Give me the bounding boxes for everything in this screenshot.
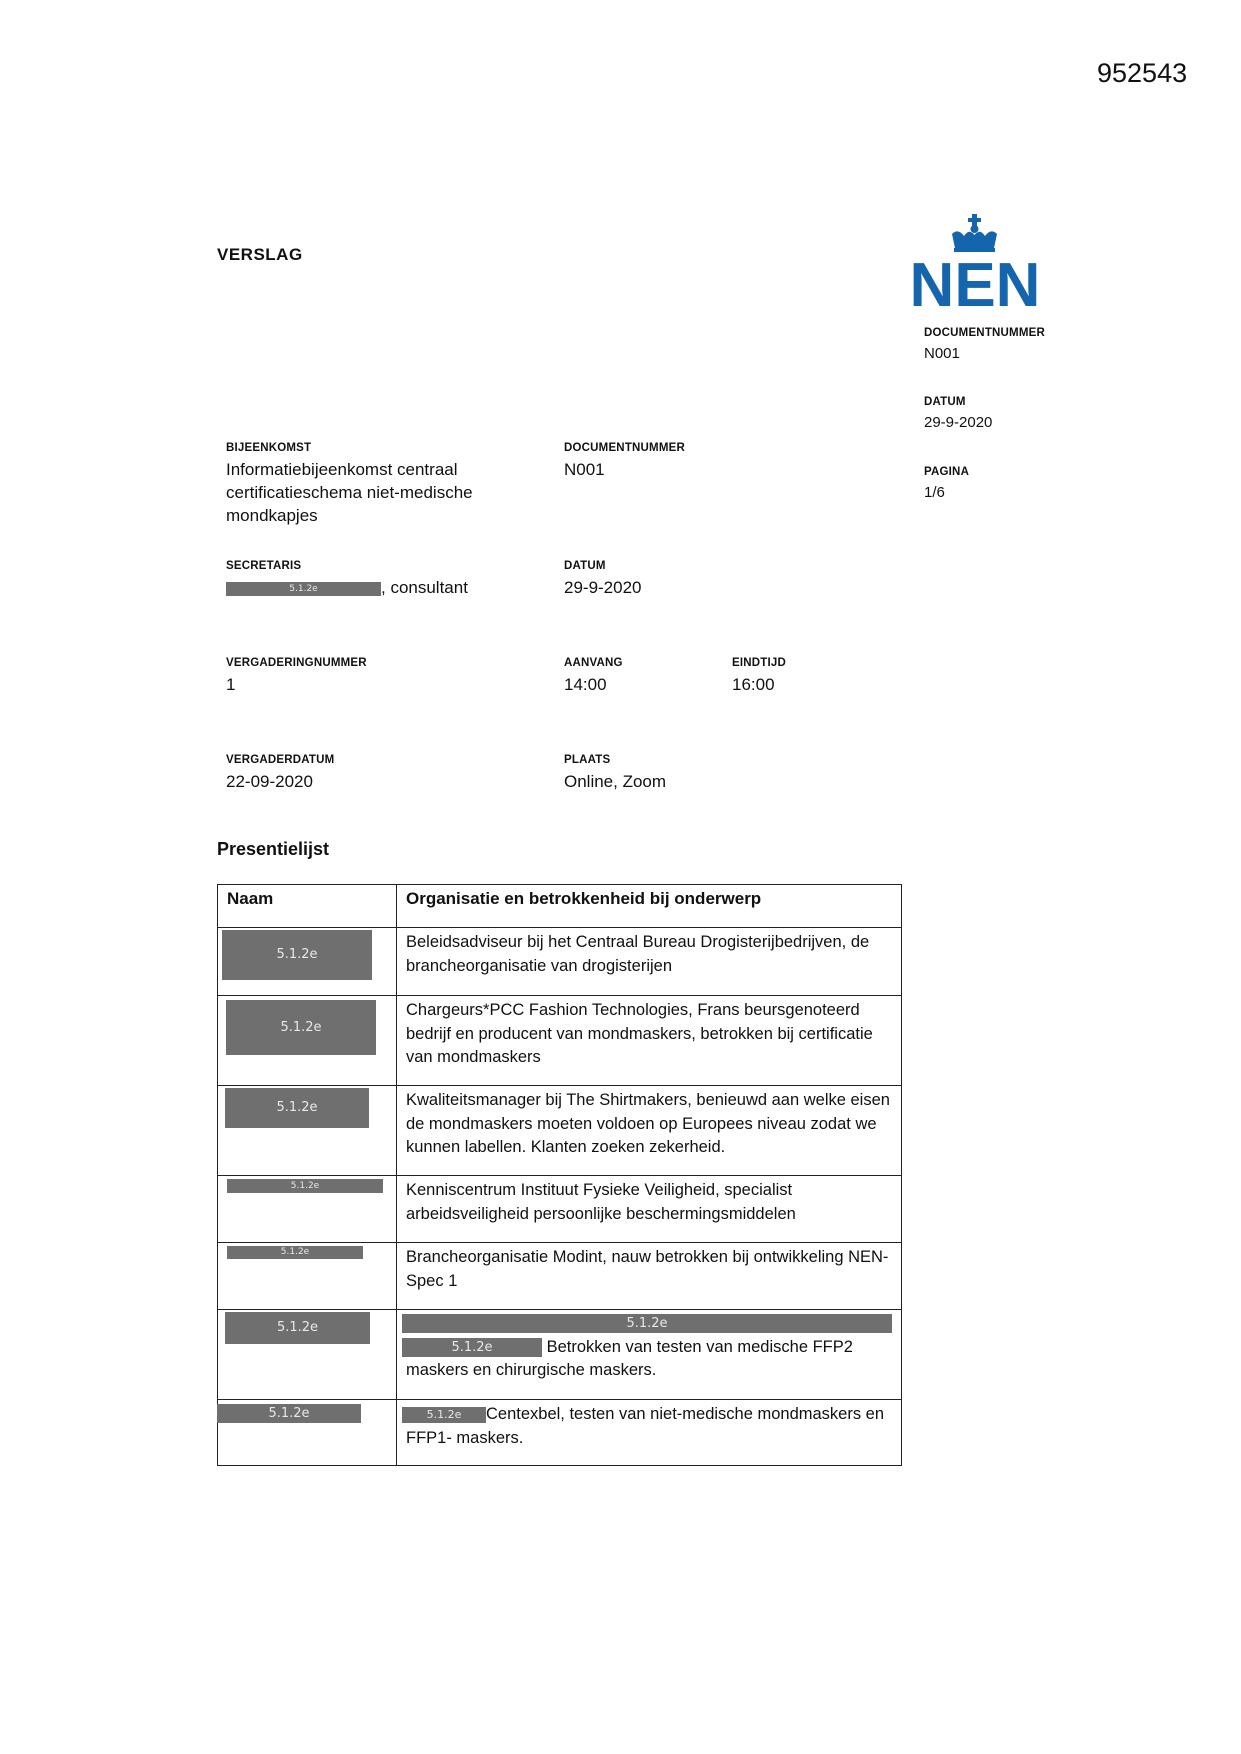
side-docnum: [924, 327, 1045, 362]
datum-value: 29-9-2020: [564, 578, 642, 597]
meta-plaats: [564, 754, 666, 793]
side-docnum-label: DOCUMENTNUMMER: [924, 327, 1045, 339]
table-row: [218, 1086, 902, 1176]
attendance-table: [217, 884, 902, 1466]
meta-aanvang: [564, 657, 623, 696]
naam-cell: [218, 1310, 397, 1400]
crown-icon: [900, 214, 1050, 310]
redaction-box: 5.1.2e: [402, 1314, 892, 1333]
meta-bijeenkomst: [226, 442, 526, 527]
col-naam: Naam: [218, 885, 397, 928]
org-cell: Chargeurs*PCC Fashion Technologies, Frans beursgenoteerd bedrijf en producent van mondmaskers, betrokken bij certificatie van mondmaskers: [397, 996, 902, 1086]
documentnummer-label: DOCUMENTNUMMER: [564, 442, 685, 454]
naam-cell: [218, 1086, 397, 1176]
org-cell: Kenniscentrum Instituut Fysieke Veiligheid, specialist arbeidsveiligheid persoonlijke beschermingsmiddelen: [397, 1176, 902, 1243]
redaction-box: 5.1.2e: [227, 1179, 383, 1193]
aanvang-label: AANVANG: [564, 657, 623, 669]
eindtijd-value: 16:00: [732, 675, 775, 694]
meta-documentnummer: [564, 442, 685, 481]
org-cell: Beleidsadviseur bij het Centraal Bureau Drogisterijbedrijven, de brancheorganisatie van drogisterijen: [397, 928, 902, 996]
col-org: Organisatie en betrokkenheid bij onderwerp: [397, 885, 902, 928]
naam-cell: [218, 996, 397, 1086]
org-cell: [397, 1400, 902, 1466]
org-cell: Kwaliteitsmanager bij The Shirtmakers, benieuwd aan welke eisen de mondmaskers moeten voldoen op Europees niveau zodat we kunnen labellen. Klanten zoeken zekerheid.: [397, 1086, 902, 1176]
meta-vergaderdatum: [226, 754, 334, 793]
report-title: VERSLAG: [217, 245, 303, 264]
naam-cell: [218, 1176, 397, 1243]
vergaderingnummer-label: VERGADERINGNUMMER: [226, 657, 367, 669]
table-header-row: [218, 885, 902, 928]
meta-vergaderingnummer: [226, 657, 367, 696]
side-pagina: [924, 466, 969, 501]
redaction-box: 5.1.2e: [402, 1407, 486, 1423]
logo-text: NEN: [909, 251, 1041, 310]
bijeenkomst-label: BIJEENKOMST: [226, 442, 312, 454]
redaction-box: 5.1.2e: [225, 1088, 369, 1128]
table-row: [218, 996, 902, 1086]
redaction-box: 5.1.2e: [217, 1404, 361, 1423]
redaction-box: 5.1.2e: [222, 930, 372, 980]
presentielijst-heading: Presentielijst: [217, 839, 330, 859]
naam-cell: [218, 1400, 397, 1466]
table-row: [218, 1310, 902, 1400]
table-row: [218, 928, 902, 996]
secretaris-suffix: , consultant: [381, 578, 468, 597]
datum-label: DATUM: [564, 560, 606, 572]
secretaris-label: SECRETARIS: [226, 560, 302, 572]
vergaderdatum-label: VERGADERDATUM: [226, 754, 335, 766]
document-id: 952543: [1097, 58, 1188, 88]
table-row: [218, 1176, 902, 1243]
secretaris-value: [226, 576, 546, 599]
plaats-value: Online, Zoom: [564, 772, 667, 791]
redaction-box: 5.1.2e: [226, 1000, 376, 1055]
side-datum: [924, 396, 992, 431]
meta-eindtijd: [732, 657, 786, 696]
bijeenkomst-value: Informatiebijeenkomst centraal certificatieschema niet-medische mondkapjes: [226, 460, 473, 525]
org-cell: [397, 1310, 902, 1400]
org-cell: Brancheorganisatie Modint, nauw betrokken bij ontwikkeling NEN-Spec 1: [397, 1243, 902, 1310]
redaction-box: 5.1.2e: [227, 1246, 363, 1259]
side-datum-value: 29-9-2020: [924, 414, 993, 431]
side-datum-label: DATUM: [924, 396, 966, 408]
redaction-box: 5.1.2e: [402, 1338, 542, 1357]
redaction-box: 5.1.2e: [225, 1312, 370, 1344]
plaats-label: PLAATS: [564, 754, 611, 766]
naam-cell: [218, 928, 397, 996]
nen-logo: [900, 214, 1050, 310]
side-pagina-value: 1/6: [924, 484, 945, 501]
table-row: [218, 1243, 902, 1310]
meta-secretaris: [226, 560, 546, 599]
table-row: [218, 1400, 902, 1466]
vergaderdatum-value: 22-09-2020: [226, 772, 313, 791]
redaction-box: 5.1.2e: [226, 582, 381, 596]
aanvang-value: 14:00: [564, 675, 607, 694]
documentnummer-value: N001: [564, 460, 605, 479]
vergaderingnummer-value: 1: [226, 675, 236, 694]
side-pagina-label: PAGINA: [924, 466, 970, 478]
side-docnum-value: N001: [924, 345, 960, 362]
naam-cell: [218, 1243, 397, 1310]
meta-datum: [564, 560, 642, 599]
eindtijd-label: EINDTIJD: [732, 657, 786, 669]
org-text: Betrokken van testen van medische FFP2 maskers en chirurgische maskers.: [406, 1337, 853, 1379]
org-text: Centexbel, testen van niet-medische mondmaskers en FFP1- maskers.: [406, 1405, 885, 1447]
